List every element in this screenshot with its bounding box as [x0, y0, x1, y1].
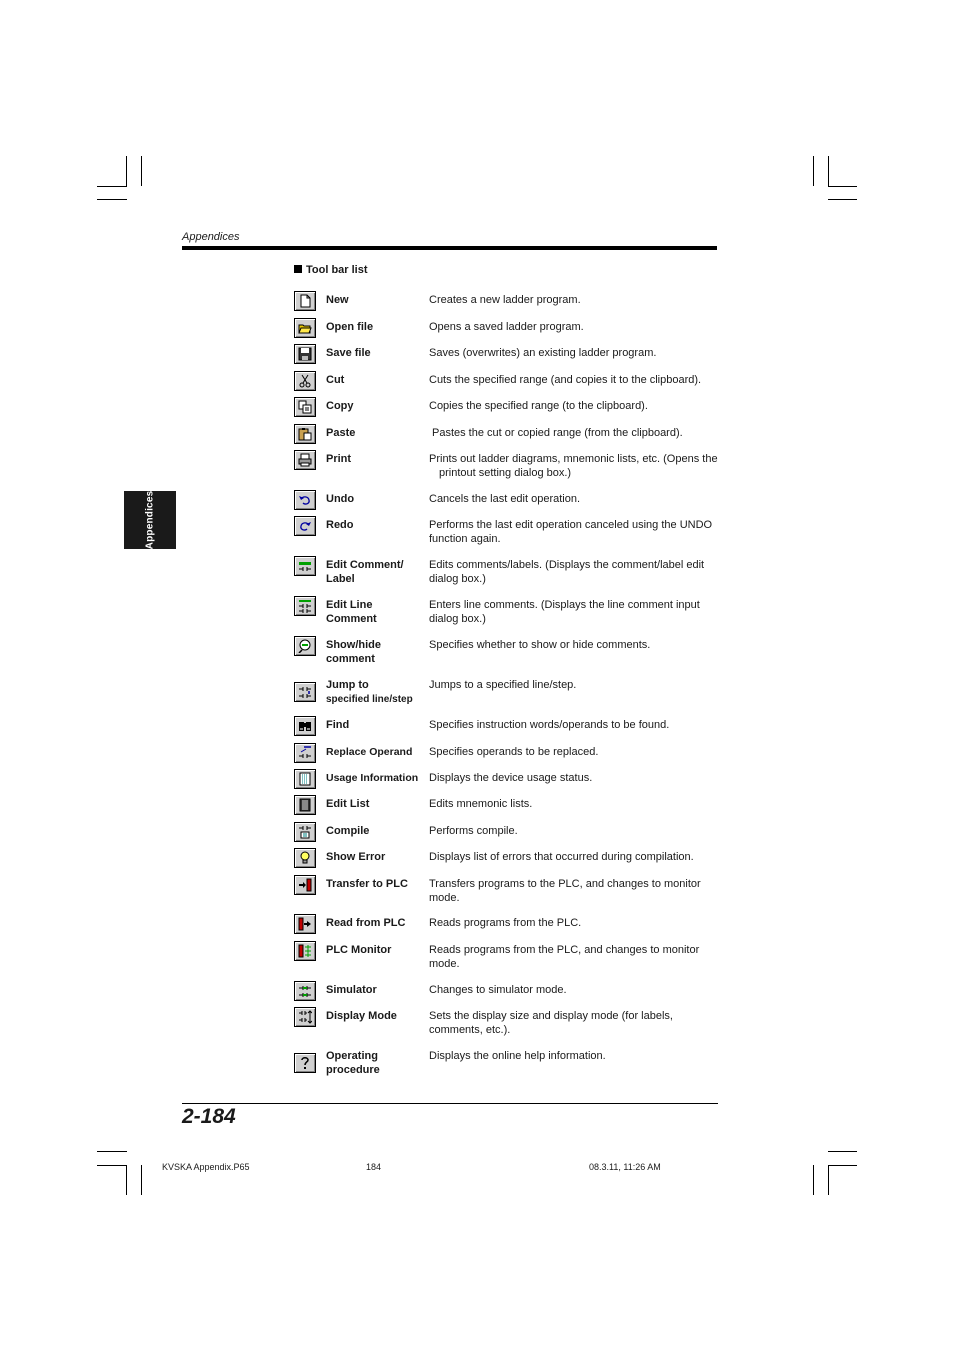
- tool-name: Show/hide comment: [326, 639, 381, 665]
- tool-name-line: Jump to: [326, 679, 369, 691]
- tool-name: Compile: [326, 825, 370, 837]
- show-hide-comment-icon: [294, 636, 316, 656]
- tool-name: Simulator: [326, 984, 377, 996]
- side-tab: [124, 491, 176, 549]
- section-title: [294, 264, 368, 276]
- tool-description: Saves (overwrites) an existing ladder program.: [429, 347, 657, 359]
- binoculars-find-icon: [294, 716, 316, 736]
- tool-name: Copy: [326, 400, 354, 412]
- crop-mark: [126, 156, 127, 186]
- replace-operand-icon: [294, 743, 316, 763]
- tool-name: Edit List: [326, 798, 370, 810]
- undo-arrow-icon: [294, 490, 316, 510]
- display-mode-icon: [294, 1007, 316, 1027]
- tool-name: Operating procedure: [326, 1050, 380, 1076]
- tool-description: Displays list of errors that occurred during compilation.: [429, 851, 694, 863]
- square-bullet-icon: [294, 265, 302, 273]
- read-from-plc-icon: [294, 914, 316, 934]
- tool-description: Changes to simulator mode.: [429, 984, 567, 996]
- tool-name: Display Mode: [326, 1010, 397, 1022]
- tool-description: Copies the specified range (to the clipboard).: [429, 400, 648, 412]
- open-folder-icon: [294, 318, 316, 338]
- crop-mark: [97, 1165, 127, 1166]
- tool-description: Specifies instruction words/operands to be found.: [429, 719, 670, 731]
- crop-mark: [828, 199, 857, 200]
- tool-name: [326, 678, 426, 707]
- tool-name: Open file: [326, 321, 374, 333]
- new-document-icon: [294, 291, 316, 311]
- tool-description: Displays the online help information.: [429, 1050, 606, 1062]
- tool-description: Reads programs from the PLC, and changes to monitor mode.: [429, 944, 700, 970]
- crop-mark: [828, 186, 857, 187]
- tool-name-line: specified line/step: [326, 694, 413, 705]
- save-disk-icon: [294, 344, 316, 364]
- crop-mark: [97, 1151, 127, 1152]
- tool-name: Edit Line Comment: [326, 599, 377, 625]
- paste-clipboard-icon: [294, 424, 316, 444]
- crop-mark: [828, 1151, 857, 1152]
- tool-name: Paste: [326, 427, 356, 439]
- tool-description: Pastes the cut or copied range (from the clipboard).: [432, 427, 683, 439]
- jump-icon: [294, 682, 316, 702]
- side-tab-label: Appendices: [144, 490, 156, 550]
- crop-mark: [828, 156, 829, 186]
- usage-grid-icon: [294, 769, 316, 789]
- simulator-icon: [294, 981, 316, 1001]
- footer-filename: KVSKA Appendix.P65: [162, 1162, 250, 1172]
- tool-name: PLC Monitor: [326, 944, 392, 956]
- footer-timestamp: 08.3.11, 11:26 AM: [589, 1162, 661, 1172]
- crop-mark: [141, 156, 142, 186]
- tool-description: Enters line comments. (Displays the line comment input dialog box.): [429, 599, 700, 625]
- tool-name: Usage Information: [326, 772, 419, 784]
- crop-mark: [126, 1165, 127, 1195]
- scissors-icon: [294, 371, 316, 391]
- crop-mark: [828, 1165, 857, 1166]
- crop-mark: [141, 1165, 142, 1195]
- tool-description: Edits mnemonic lists.: [429, 798, 533, 810]
- tool-name: Print: [326, 453, 352, 465]
- copy-icon: [294, 397, 316, 417]
- redo-arrow-icon: [294, 516, 316, 536]
- footer-rule: [182, 1103, 718, 1104]
- crop-mark: [828, 1165, 829, 1195]
- tool-name: Replace Operand: [326, 746, 413, 758]
- tool-description: Cuts the specified range (and copies it to the clipboard).: [429, 374, 702, 386]
- tool-description: Transfers programs to the PLC, and changes to monitor mode.: [429, 878, 701, 904]
- tool-description: Performs compile.: [429, 825, 518, 837]
- edit-comment-icon: [294, 556, 316, 576]
- tool-description: Displays the device usage status.: [429, 772, 593, 784]
- page-number: 2-184: [182, 1105, 236, 1128]
- tool-description: Reads programs from the PLC.: [429, 917, 582, 929]
- header-rule: [182, 246, 717, 250]
- edit-list-icon: [294, 795, 316, 815]
- printer-icon: [294, 450, 316, 470]
- tool-description: Performs the last edit operation canceled using the UNDO function again.: [429, 519, 713, 545]
- tool-name: Edit Comment/ Label: [326, 559, 404, 585]
- tool-name: Read from PLC: [326, 917, 406, 929]
- help-question-icon: [294, 1053, 316, 1073]
- tool-description: Specifies whether to show or hide comments.: [429, 639, 651, 651]
- tool-name: Transfer to PLC: [326, 878, 408, 890]
- tool-description: Specifies operands to be replaced.: [429, 746, 599, 758]
- edit-line-comment-icon: [294, 596, 316, 616]
- running-header: Appendices: [182, 231, 240, 243]
- tool-name: Find: [326, 719, 350, 731]
- transfer-to-plc-icon: [294, 875, 316, 895]
- tool-name: Redo: [326, 519, 354, 531]
- footer-page: 184: [366, 1162, 382, 1172]
- crop-mark: [813, 1165, 814, 1195]
- section-title-text: Tool bar list: [306, 264, 368, 276]
- tool-description: Edits comments/labels. (Displays the comment/label edit dialog box.): [429, 559, 705, 585]
- tool-description: Prints out ladder diagrams, mnemonic lists, etc. (Opens the printout setting dialog box.): [429, 453, 718, 479]
- tool-name: Show Error: [326, 851, 386, 863]
- tool-name: Cut: [326, 374, 345, 386]
- tool-description: Cancels the last edit operation.: [429, 493, 581, 505]
- tool-name: Save file: [326, 347, 371, 359]
- tool-description: Creates a new ladder program.: [429, 294, 581, 306]
- tool-description: Opens a saved ladder program.: [429, 321, 584, 333]
- tool-name: New: [326, 294, 349, 306]
- tool-description: Sets the display size and display mode (for labels, comments, etc.).: [429, 1010, 673, 1036]
- crop-mark: [813, 156, 814, 186]
- tool-description: Jumps to a specified line/step.: [429, 679, 577, 691]
- crop-mark: [97, 199, 127, 200]
- tool-name: Undo: [326, 493, 355, 505]
- crop-mark: [97, 186, 127, 187]
- compile-icon: [294, 822, 316, 842]
- plc-monitor-icon: [294, 941, 316, 961]
- lightbulb-error-icon: [294, 848, 316, 868]
